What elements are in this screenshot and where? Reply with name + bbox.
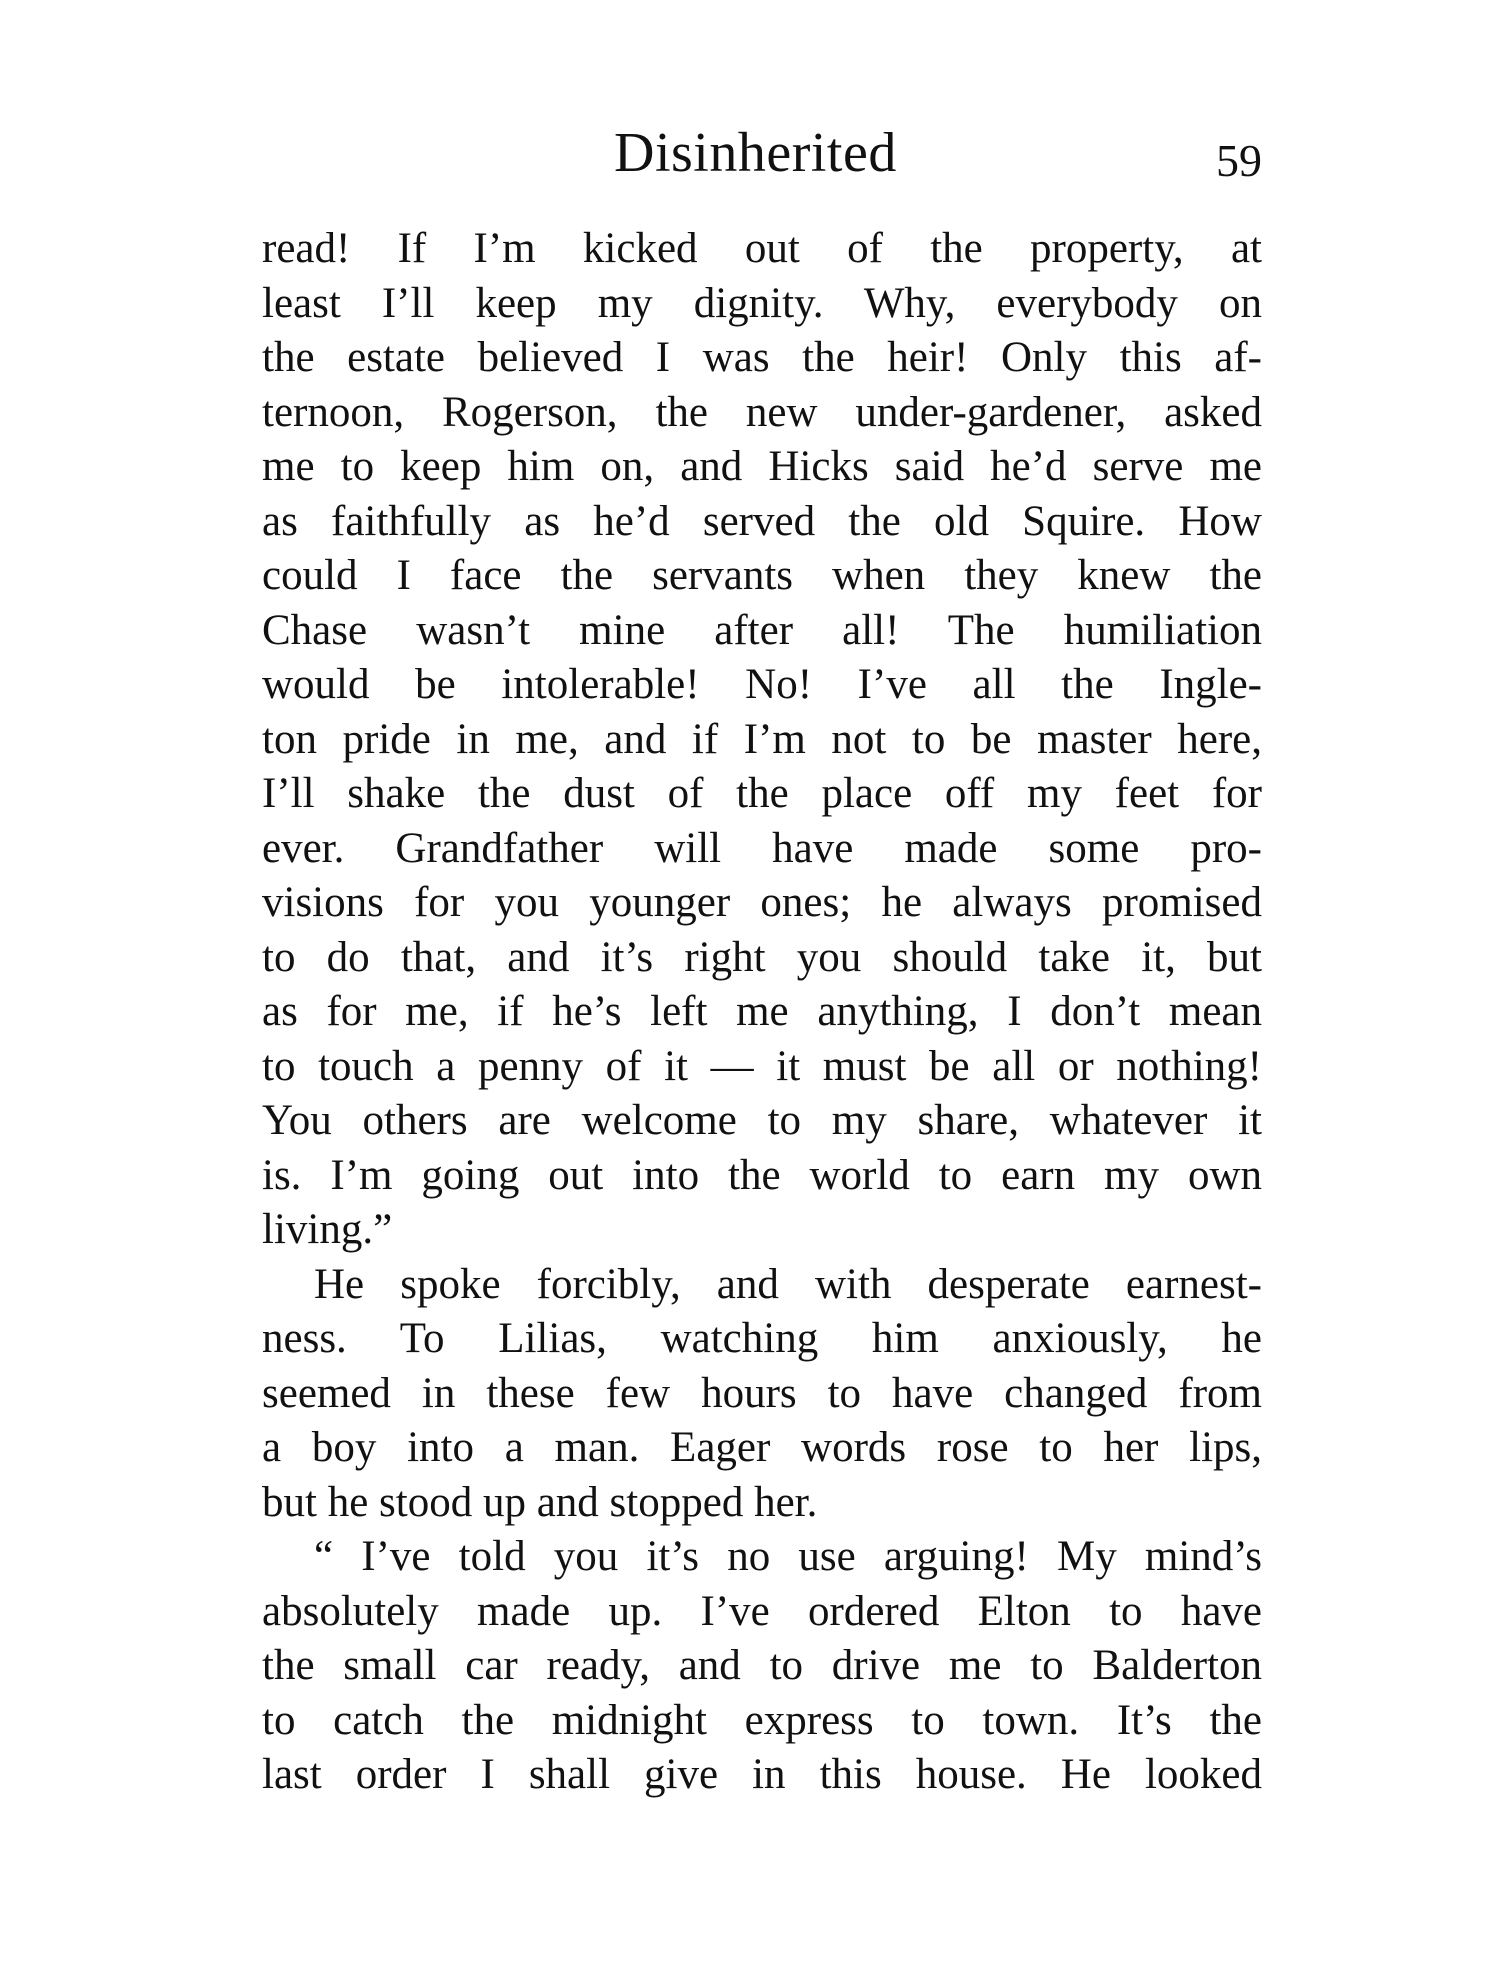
text-line: last order I shall give in this house. He looked (262, 1751, 1262, 1798)
text-line: ever. Grandfather will have made some pro- (262, 824, 1262, 872)
text-line: me to keep him on, and Hicks said he’d serve me (262, 443, 1262, 490)
running-title: Disinherited (614, 122, 897, 184)
text-line: absolutely made up. I’ve ordered Elton to have (262, 1587, 1262, 1635)
text-line: a boy into a man. Eager words rose to her lips, (262, 1424, 1262, 1471)
text-line: visions for you younger ones; he always promised (262, 879, 1262, 926)
text-line: to catch the midnight express to town. It’s the (262, 1696, 1262, 1744)
text-line: You others are welcome to my share, whatever it (262, 1097, 1262, 1144)
text-line: Chase wasn’t mine after all! The humiliation (262, 606, 1262, 654)
text-line: would be intolerable! No! I’ve all the Ingle- (262, 661, 1262, 708)
text-line: ton pride in me, and if I’m not to be master here, (262, 715, 1262, 763)
text-line: seemed in these few hours to have changed from (262, 1369, 1262, 1417)
text-line: but he stood up and stopped her. (262, 1478, 818, 1526)
text-line: ness. To Lilias, watching him anxiously, he (262, 1315, 1262, 1362)
text-line: could I face the servants when they knew the (262, 552, 1262, 599)
page-header (262, 118, 1262, 188)
text-line: the small car ready, and to drive me to Balderton (262, 1642, 1262, 1689)
text-line: ternoon, Rogerson, the new under-gardener, asked (262, 388, 1262, 436)
page-number: 59 (1216, 135, 1262, 186)
text-line: I’ll shake the dust of the place off my feet for (262, 770, 1262, 817)
text-line: as for me, if he’s left me anything, I don’t mean (262, 988, 1262, 1035)
text-line: “ I’ve told you it’s no use arguing! My mind’s (314, 1533, 1262, 1580)
text-line: to do that, and it’s right you should take it, but (262, 933, 1262, 981)
text-line: living.” (262, 1206, 393, 1253)
text-line: read! If I’m kicked out of the property, at (262, 225, 1262, 272)
text-line: least I’ll keep my dignity. Why, everybody on (262, 279, 1262, 327)
text-body (262, 222, 1262, 1803)
text-line: He spoke forcibly, and with desperate earnest- (314, 1260, 1262, 1308)
text-line: as faithfully as he’d served the old Squire. How (262, 497, 1262, 545)
text-line: the estate believed I was the heir! Only this af- (262, 334, 1262, 381)
text-line: is. I’m going out into the world to earn my own (262, 1151, 1262, 1199)
text-line: to touch a penny of it — it must be all or nothing! (262, 1042, 1262, 1090)
